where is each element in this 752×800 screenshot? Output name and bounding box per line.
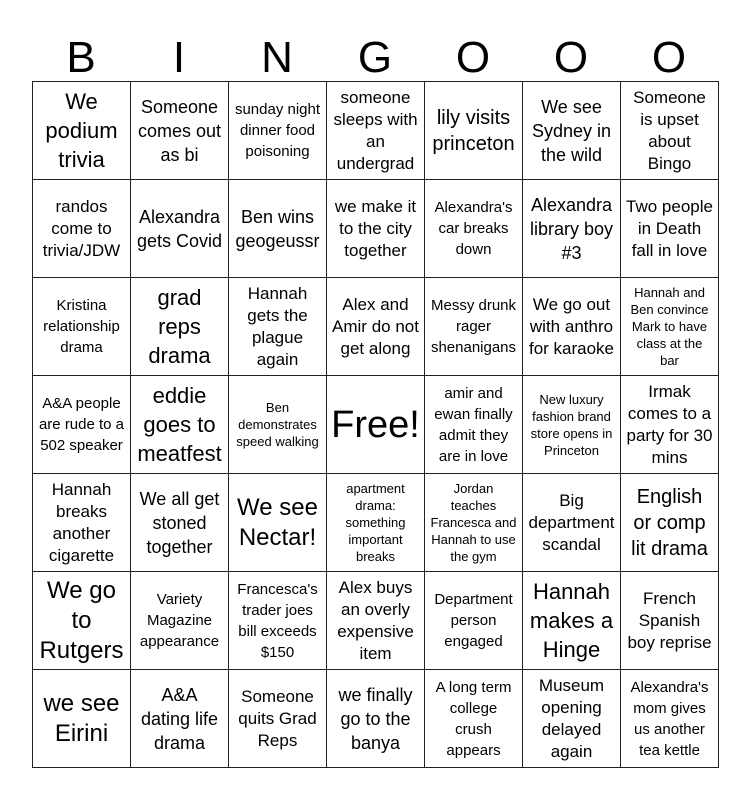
bingo-cell[interactable] bbox=[33, 376, 131, 474]
cell-text: Hannah breaks another cigarette bbox=[48, 479, 115, 565]
cell-text: We podium trivia bbox=[45, 89, 118, 172]
bingo-cell[interactable] bbox=[425, 572, 523, 670]
bingo-cell[interactable] bbox=[621, 572, 719, 670]
bingo-cell[interactable] bbox=[523, 376, 621, 474]
cell-text: We see Sydney in the wild bbox=[531, 96, 612, 165]
cell-text: Alexandra library boy #3 bbox=[529, 194, 614, 263]
cell-text: Department person engaged bbox=[434, 591, 513, 650]
bingo-cell[interactable] bbox=[33, 474, 131, 572]
header-letter-o: O bbox=[455, 33, 491, 82]
bingo-cell[interactable] bbox=[33, 670, 131, 768]
bingo-cell[interactable] bbox=[425, 670, 523, 768]
cell-text: New luxury fashion brand store opens in Princeton bbox=[530, 391, 613, 458]
cell-text: Ben demonstrates speed walking bbox=[236, 400, 319, 449]
bingo-cell[interactable] bbox=[131, 278, 229, 376]
cell-text: sunday night dinner food poisoning bbox=[234, 101, 321, 160]
cell-text: amir and ewan finally admit they are in love bbox=[434, 384, 513, 465]
bingo-cell[interactable] bbox=[131, 670, 229, 768]
bingo-cell[interactable] bbox=[523, 82, 621, 180]
cell-text: Alex buys an overly expensive item bbox=[337, 577, 414, 663]
cell-text: Museum opening delayed again bbox=[538, 675, 605, 761]
cell-text: A long term college crush appears bbox=[435, 678, 512, 759]
cell-text: Someone comes out as bi bbox=[137, 96, 222, 165]
bingo-cell[interactable] bbox=[621, 180, 719, 278]
cell-text: someone sleeps with an undergrad bbox=[333, 87, 418, 173]
cell-text: Alexandra's car breaks down bbox=[434, 199, 513, 258]
bingo-cell[interactable] bbox=[425, 376, 523, 474]
bingo-cell[interactable] bbox=[425, 82, 523, 180]
free-space-cell[interactable] bbox=[327, 376, 425, 474]
cell-text: Kristina relationship drama bbox=[43, 297, 120, 356]
cell-text: Two people in Death fall in love bbox=[626, 196, 713, 260]
cell-text: We go out with anthro for karaoke bbox=[528, 294, 615, 358]
cell-text: Ben wins geogeussr bbox=[235, 206, 320, 251]
bingo-cell[interactable] bbox=[327, 572, 425, 670]
bingo-cell[interactable] bbox=[229, 376, 327, 474]
bingo-cell[interactable] bbox=[425, 474, 523, 572]
header-letter-o-3: O bbox=[651, 33, 687, 82]
cell-text: Someone is upset about Bingo bbox=[633, 87, 706, 173]
bingo-cell[interactable] bbox=[327, 278, 425, 376]
bingo-cell[interactable] bbox=[621, 474, 719, 572]
cell-text: We all get stoned together bbox=[139, 488, 220, 557]
cell-text: We go to Rutgers bbox=[39, 576, 124, 664]
cell-text: A&A people are rude to a 502 speaker bbox=[38, 395, 125, 454]
bingo-cell[interactable] bbox=[523, 278, 621, 376]
bingo-cell[interactable] bbox=[425, 278, 523, 376]
free-space-text: Free! bbox=[331, 403, 420, 446]
cell-text: Hannah gets the plague again bbox=[247, 283, 308, 369]
bingo-cell[interactable] bbox=[229, 180, 327, 278]
bingo-cell[interactable] bbox=[327, 474, 425, 572]
header-letter-b: B bbox=[66, 33, 96, 82]
header-letter-i: I bbox=[172, 33, 186, 82]
bingo-cell[interactable] bbox=[229, 572, 327, 670]
header-letter-o-2: O bbox=[553, 33, 589, 82]
cell-text: we see Eirini bbox=[43, 689, 120, 747]
cell-text: Irmak comes to a party for 30 mins bbox=[626, 381, 713, 467]
bingo-cell[interactable] bbox=[621, 278, 719, 376]
cell-text: we make it to the city together bbox=[334, 196, 417, 260]
cell-text: randos come to trivia/JDW bbox=[42, 196, 121, 260]
bingo-cell[interactable] bbox=[621, 670, 719, 768]
bingo-cell[interactable] bbox=[229, 670, 327, 768]
bingo-cell[interactable] bbox=[33, 278, 131, 376]
cell-text: We see Nectar! bbox=[237, 493, 318, 551]
bingo-cell[interactable] bbox=[33, 82, 131, 180]
cell-text: Francesca's trader joes bill exceeds $150 bbox=[237, 580, 318, 661]
cell-text: Jordan teaches Francesca and Hannah to use the gym bbox=[430, 481, 517, 564]
bingo-cell[interactable] bbox=[621, 376, 719, 474]
bingo-cell[interactable] bbox=[131, 474, 229, 572]
cell-text: Someone quits Grad Reps bbox=[238, 686, 317, 750]
cell-text: Alexandra's mom gives us another tea kettle bbox=[630, 678, 709, 759]
bingo-cell[interactable] bbox=[523, 670, 621, 768]
bingo-cell[interactable] bbox=[327, 82, 425, 180]
cell-text: lily visits princeton bbox=[432, 106, 515, 155]
bingo-cell[interactable] bbox=[131, 376, 229, 474]
bingo-cell[interactable] bbox=[229, 278, 327, 376]
bingo-cell[interactable] bbox=[229, 474, 327, 572]
bingo-cell[interactable] bbox=[131, 180, 229, 278]
bingo-cell[interactable] bbox=[327, 670, 425, 768]
cell-text: Hannah makes a Hinge bbox=[529, 579, 614, 662]
header-letter-g: G bbox=[357, 33, 393, 82]
cell-text: Big department scandal bbox=[528, 490, 615, 554]
bingo-cell[interactable] bbox=[131, 82, 229, 180]
cell-text: Hannah and Ben convince Mark to have class at the bar bbox=[630, 285, 709, 368]
cell-text: eddie goes to meatfest bbox=[137, 383, 222, 466]
cell-text: Alexandra gets Covid bbox=[136, 206, 223, 251]
cell-text: English or comp lit drama bbox=[631, 485, 708, 560]
cell-text: A&A dating life drama bbox=[140, 684, 219, 753]
header-letter-n: N bbox=[261, 33, 293, 82]
bingo-cell[interactable] bbox=[327, 180, 425, 278]
bingo-grid bbox=[32, 81, 719, 768]
bingo-cell[interactable] bbox=[229, 82, 327, 180]
bingo-cell[interactable] bbox=[425, 180, 523, 278]
cell-text: grad reps drama bbox=[148, 285, 211, 368]
cell-text: apartment drama: something important breaks bbox=[345, 481, 406, 564]
bingo-cell[interactable] bbox=[33, 180, 131, 278]
cell-text: Variety Magazine appearance bbox=[139, 591, 220, 650]
bingo-cell[interactable] bbox=[523, 474, 621, 572]
bingo-header bbox=[32, 30, 720, 82]
cell-text: Alex and Amir do not get along bbox=[332, 294, 419, 358]
bingo-cell[interactable] bbox=[523, 180, 621, 278]
bingo-cell[interactable] bbox=[33, 572, 131, 670]
cell-text: we finally go to the banya bbox=[338, 684, 413, 753]
bingo-cell[interactable] bbox=[523, 572, 621, 670]
cell-text: Messy drunk rager shenanigans bbox=[430, 297, 517, 356]
bingo-cell[interactable] bbox=[621, 82, 719, 180]
cell-text: French Spanish boy reprise bbox=[627, 588, 712, 652]
bingo-cell[interactable] bbox=[131, 572, 229, 670]
